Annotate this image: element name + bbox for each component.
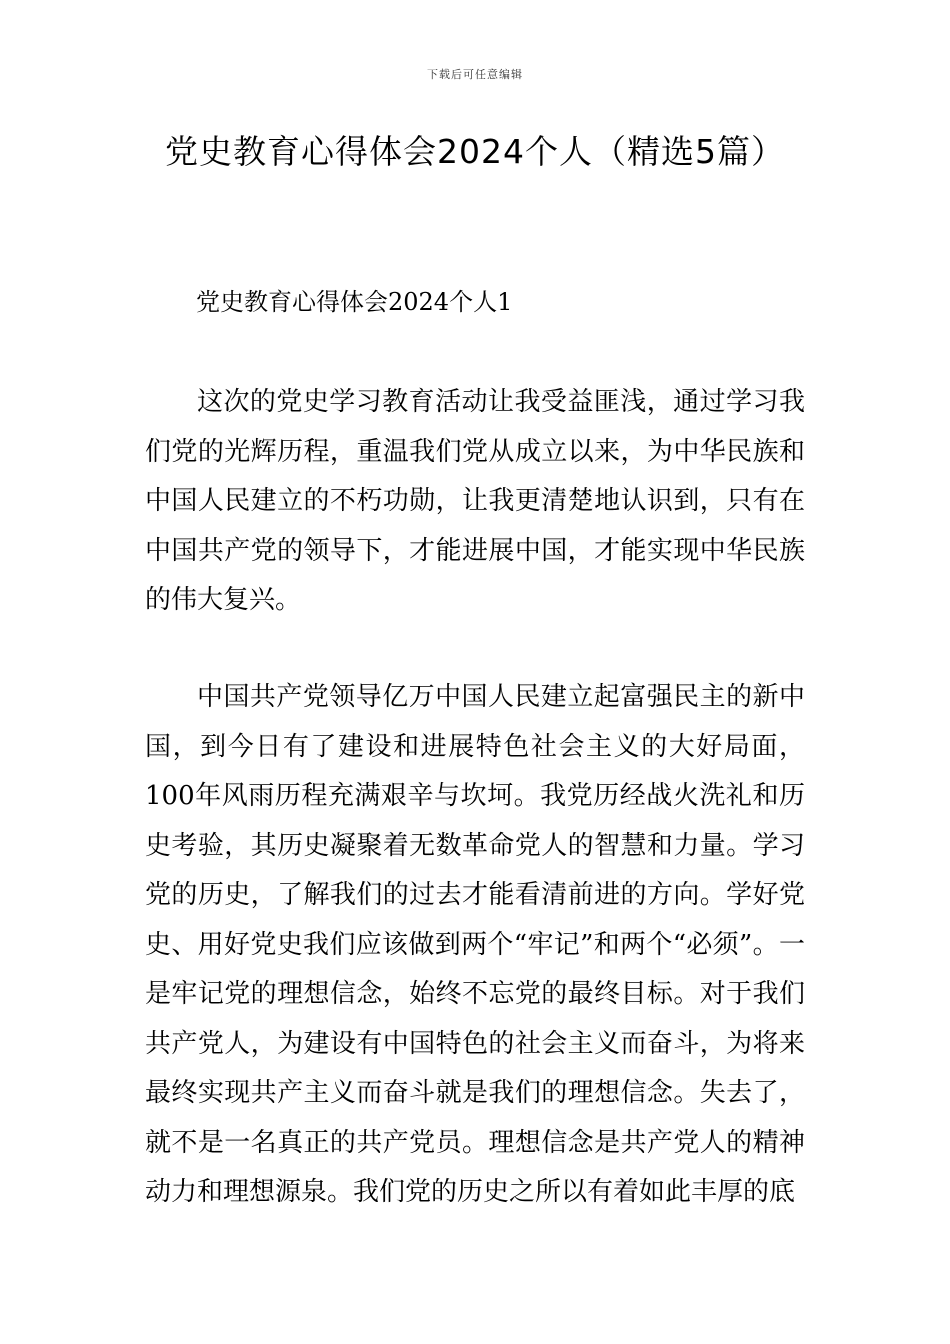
header-note: 下载后可任意编辑	[427, 68, 523, 81]
section-heading: 党史教育心得体会2024个人1	[196, 288, 513, 316]
document-title: 党史教育心得体会2024个人（精选5篇）	[165, 132, 785, 171]
paragraph-2: 中国共产党领导亿万中国人民建立起富强民主的新中国，到今日有了建设和进展特色社会主义的大好局面，100年风雨历程充满艰辛与坎坷。我党历经战火洗礼和历史考验，其历史凝聚着无数革命党人的智慧和力量。学习党的历史，了解我们的过去才能看清前进的方向。学好党史、用好党史我们应该做到两个“牢记”和两个“必须”。一是牢记党的理想信念，始终不忘党的最终目标。对于我们共产党人，为建设有中国特色的社会主义而奋斗，为将来最终实现共产主义而奋斗就是我们的理想信念。失去了，就不是一名真正的共产党员。理想信念是共产党人的精神动力和理想源泉。我们党的历史之所以有着如此丰厚的底	[145, 682, 805, 1207]
paragraph-1: 这次的党史学习教育活动让我受益匪浅，通过学习我们党的光辉历程，重温我们党从成立以来，为中华民族和中国人民建立的不朽功勋，让我更清楚地认识到，只有在中国共产党的领导下，才能进展中国，才能实现中华民族的伟大复兴。	[145, 387, 805, 615]
